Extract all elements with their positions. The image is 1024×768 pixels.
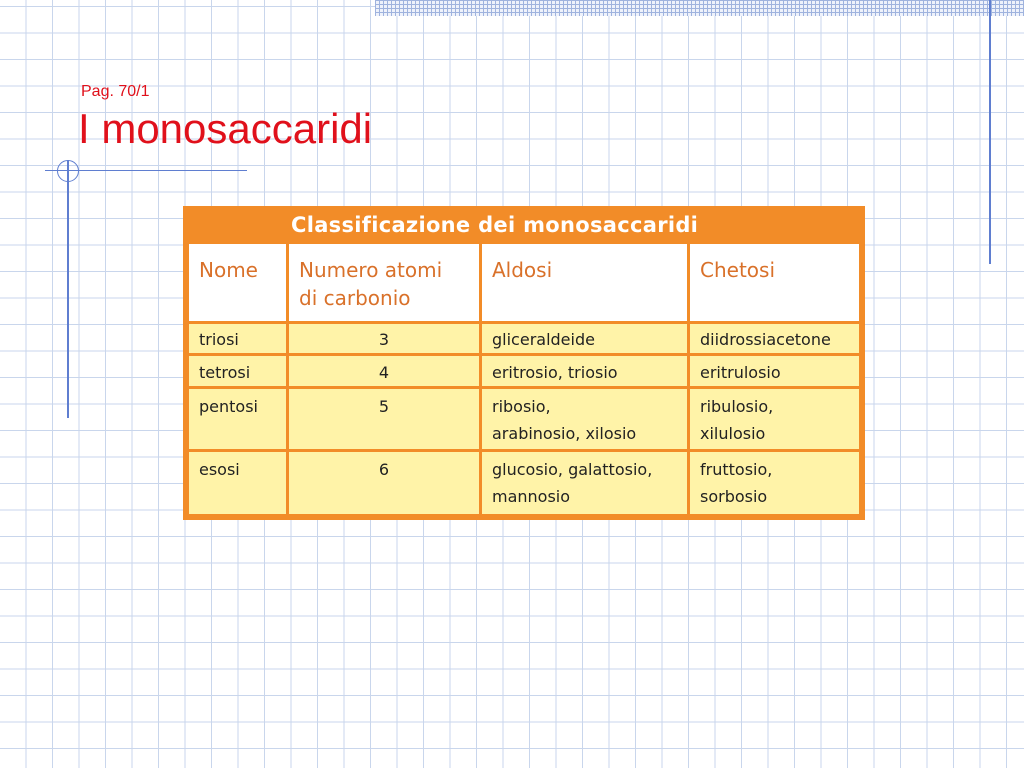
table-row-1-aldosi: eritrosio, triosio <box>482 356 687 386</box>
table-row-0-nome: triosi <box>189 324 286 353</box>
table-row-3-numero: 6 <box>289 452 479 514</box>
header-numero-line2: di carbonio <box>299 286 411 310</box>
left-vertical-rule <box>67 160 69 418</box>
right-vertical-rule <box>989 0 991 264</box>
table-row-2-aldosi <box>482 389 687 449</box>
header-nome <box>189 244 286 321</box>
table-row-1-nome: tetrosi <box>189 356 286 386</box>
table-row-3-chetosi <box>690 452 859 514</box>
table-row-3-aldosi-line1: glucosio, galattosio, <box>492 460 653 479</box>
header-nome-label: Nome <box>199 258 258 282</box>
table-row-2-nome: pentosi <box>189 389 286 449</box>
table-row-1-chetosi: eritrulosio <box>690 356 859 386</box>
page-title: I monosaccaridi <box>78 105 373 152</box>
header-chetosi <box>690 244 859 321</box>
table-row-1-numero: 4 <box>289 356 479 386</box>
table-row-3-chetosi-line1: fruttosio, <box>700 460 773 479</box>
classification-table <box>183 206 865 520</box>
table-row-3-aldosi <box>482 452 687 514</box>
ring-decoration <box>57 160 79 182</box>
table-row-3-aldosi-line2: mannosio <box>492 487 571 506</box>
header-chetosi-label: Chetosi <box>700 258 775 282</box>
header-aldosi <box>482 244 687 321</box>
table-row-2-numero: 5 <box>289 389 479 449</box>
table-row-0-numero: 3 <box>289 324 479 353</box>
table-row-2-chetosi <box>690 389 859 449</box>
table-row-3-chetosi-line2: sorbosio <box>700 487 768 506</box>
table-row-2-chetosi-line2: xilulosio <box>700 424 766 443</box>
table-row-0-aldosi: gliceraldeide <box>482 324 687 353</box>
header-numero <box>289 244 479 321</box>
header-numero-line1: Numero atomi <box>299 258 443 282</box>
table-row-2-chetosi-line1: ribulosio, <box>700 397 774 416</box>
table-row-2-aldosi-line2: arabinosio, xilosio <box>492 424 637 443</box>
page-subtitle: Pag. 70/1 <box>81 83 150 100</box>
top-pattern-band <box>375 0 1024 16</box>
table-row-3-nome: esosi <box>189 452 286 514</box>
table-row-0-chetosi: diidrossiacetone <box>690 324 859 353</box>
header-aldosi-label: Aldosi <box>492 258 553 282</box>
table-row-2-aldosi-line1: ribosio, <box>492 397 551 416</box>
table-title: Classificazione dei monosaccaridi <box>291 213 699 237</box>
